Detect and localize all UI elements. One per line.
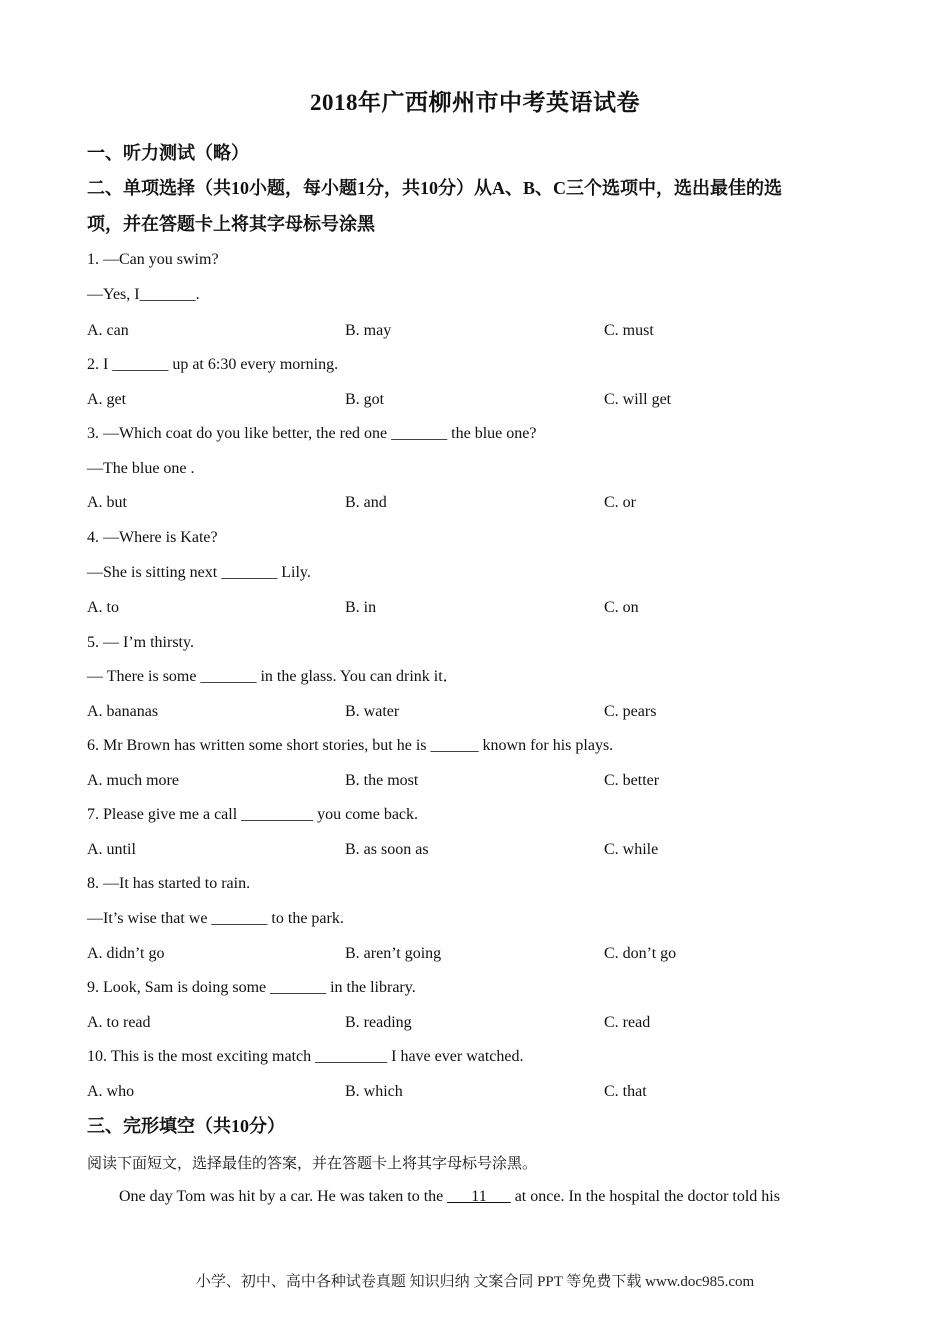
cloze-instruction: 阅读下面短文，选择最佳的答案，并在答题卡上将其字母标号涂黑。	[87, 1154, 538, 1172]
question-2-line-1: 2. I _______ up at 6:30 every morning.	[87, 356, 339, 373]
question-4-option-b: B. in	[345, 599, 377, 616]
question-1-option-c: C. must	[604, 322, 654, 339]
question-6-line-1: 6. Mr Brown has written some short stories, but he is ______ known for his plays.	[87, 737, 614, 754]
question-10-option-a: A. who	[87, 1083, 135, 1100]
question-2-option-b: B. got	[345, 391, 385, 408]
section-single-choice-heading-line2: 项，并在答题卡上将其字母标号涂黑	[87, 214, 375, 234]
question-7-option-c: C. while	[604, 841, 659, 858]
question-10-line-1: 10. This is the most exciting match _________ I have ever watched.	[87, 1048, 524, 1065]
question-4-option-c: C. on	[604, 599, 639, 616]
question-5-option-c: C. pears	[604, 703, 657, 720]
page-footer: 小学、初中、高中各种试卷真题 知识归纳 文案合同 PPT 等免费下载 www.doc985.com	[195, 1274, 755, 1290]
question-4-line-1: 4. —Where is Kate?	[87, 529, 218, 546]
question-2-option-c: C. will get	[604, 391, 672, 408]
question-10-option-b: B. which	[345, 1083, 403, 1100]
question-7-option-a: A. until	[87, 841, 136, 858]
question-9-line-1: 9. Look, Sam is doing some _______ in the library.	[87, 979, 416, 996]
cloze-passage-line	[119, 1187, 780, 1207]
question-8-line-1: 8. —It has started to rain.	[87, 875, 251, 892]
question-9-option-a: A. to read	[87, 1014, 151, 1031]
question-1-option-a: A. can	[87, 322, 129, 339]
passage-text-after: at once. In the hospital the doctor told his	[510, 1188, 780, 1205]
question-3-line-1: 3. —Which coat do you like better, the red one _______ the blue one?	[87, 425, 537, 442]
question-8-line-2: —It’s wise that we _______ to the park.	[87, 910, 344, 927]
section-single-choice-heading-line1: 二、单项选择（共10小题，每小题1分，共10分）从A、B、C三个选项中，选出最佳的选	[87, 178, 783, 198]
question-5-line-2: — There is some _______ in the glass. You can drink it．	[87, 668, 459, 685]
question-8-option-a: A. didn’t go	[87, 945, 165, 962]
question-7-line-1: 7. Please give me a call _________ you come back.	[87, 806, 419, 823]
question-1-option-b: B. may	[345, 322, 392, 339]
question-5-option-a: A. bananas	[87, 703, 159, 720]
section-cloze-heading: 三、完形填空（共10分）	[87, 1116, 285, 1136]
passage-blank-11: ___11___	[447, 1188, 511, 1205]
question-4-option-a: A. to	[87, 599, 119, 616]
question-7-option-b: B. as soon as	[345, 841, 429, 858]
question-10-option-c: C. that	[604, 1083, 647, 1100]
question-8-option-b: B. aren’t going	[345, 945, 442, 962]
question-5-line-1: 5. — I’m thirsty.	[87, 634, 194, 651]
question-4-line-2: —She is sitting next _______ Lily.	[87, 564, 311, 581]
question-1-line-2: —Yes, I_______.	[87, 286, 200, 303]
question-8-option-c: C. don’t go	[604, 945, 677, 962]
question-3-option-a: A. but	[87, 494, 127, 511]
passage-text-before: One day Tom was hit by a car. He was taken to the	[119, 1188, 448, 1205]
question-9-option-b: B. reading	[345, 1014, 412, 1031]
question-2-option-a: A. get	[87, 391, 127, 408]
question-1-line-1: 1. —Can you swim?	[87, 251, 219, 268]
section-listening-heading: 一、听力测试（略）	[87, 143, 249, 163]
page-title: 2018年广西柳州市中考英语试卷	[310, 90, 640, 115]
question-6-option-c: C. better	[604, 772, 660, 789]
question-3-line-2: —The blue one .	[87, 460, 195, 477]
question-3-option-b: B. and	[345, 494, 387, 511]
question-3-option-c: C. or	[604, 494, 636, 511]
question-5-option-b: B. water	[345, 703, 400, 720]
question-9-option-c: C. read	[604, 1014, 651, 1031]
question-6-option-b: B. the most	[345, 772, 419, 789]
question-6-option-a: A. much more	[87, 772, 179, 789]
